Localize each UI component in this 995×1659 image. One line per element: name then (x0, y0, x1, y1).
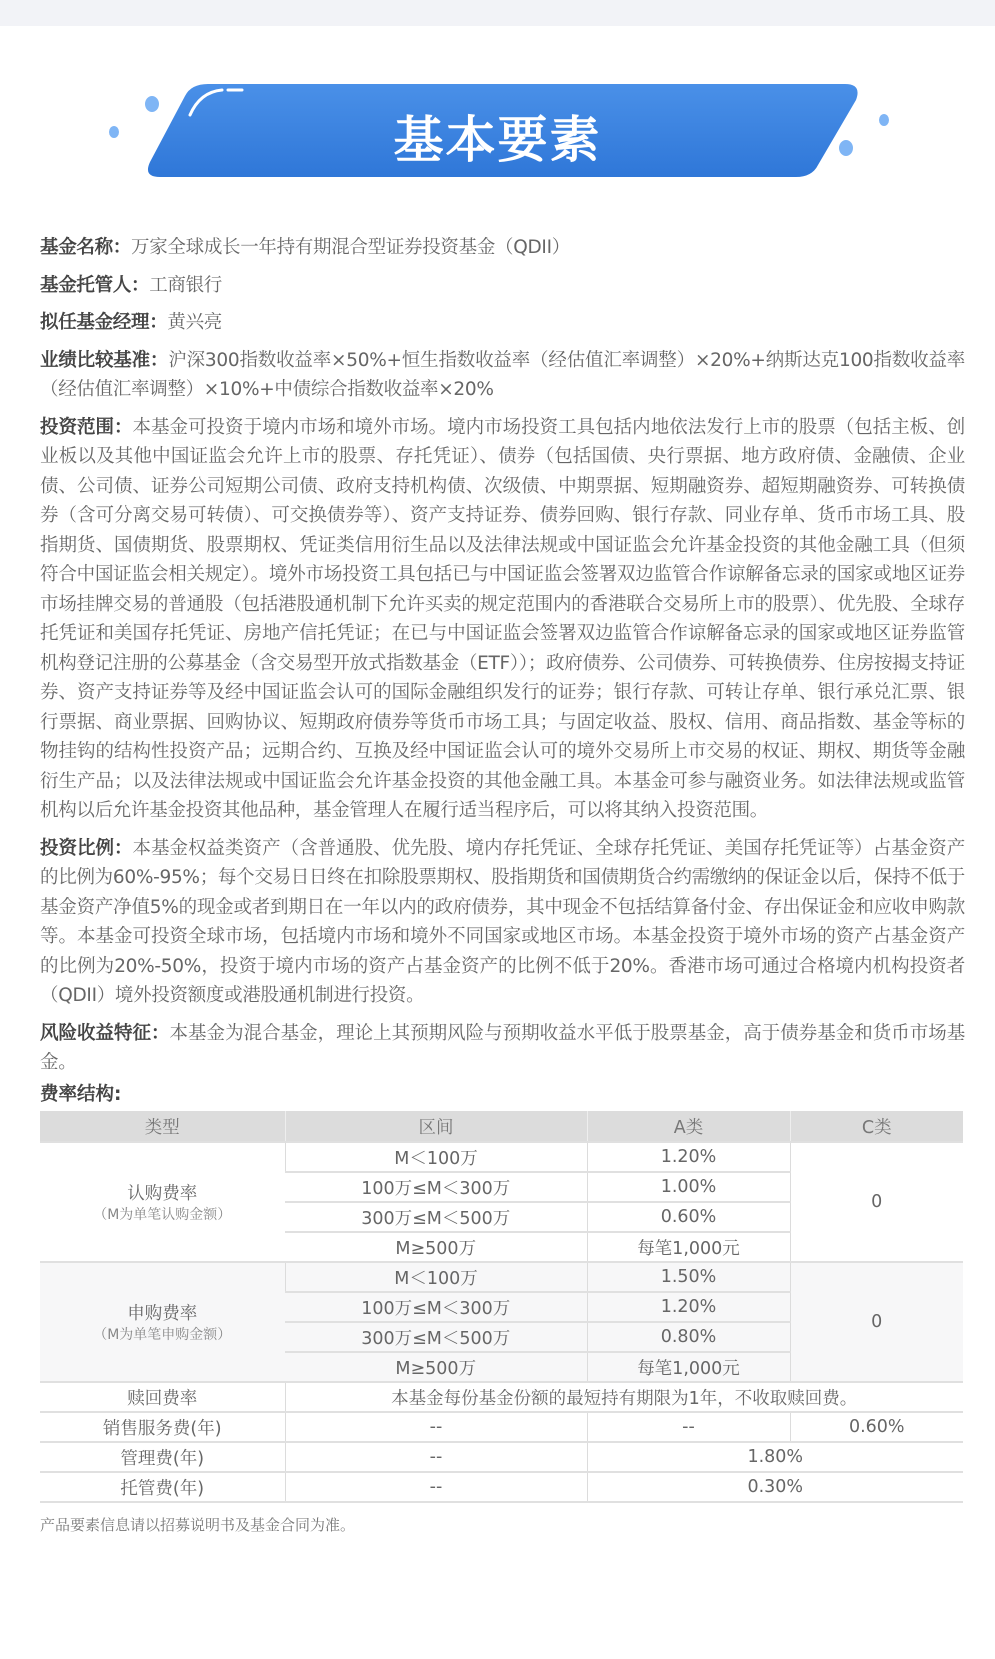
range-cell: M≥500万 (285, 1232, 587, 1262)
purchase-fee-label (40, 1262, 285, 1382)
fee-value: 0.30% (587, 1472, 963, 1502)
field-value: 黄兴亮 (167, 312, 223, 333)
range-cell: M＜100万 (285, 1142, 587, 1172)
range-cell: M≥500万 (285, 1352, 587, 1382)
investment-ratio-field (40, 834, 965, 1011)
field-value: 本基金为混合基金，理论上其预期风险与预期收益水平低于股票基金，高于债券基金和货币市场基金。 (40, 1022, 965, 1073)
range-cell: -- (285, 1472, 587, 1502)
type-name: 认购费率 (127, 1183, 198, 1204)
range-cell: 300万≤M＜500万 (285, 1202, 587, 1232)
fee-structure-title: 费率结构: (40, 1084, 122, 1105)
class-a-cell: -- (587, 1412, 790, 1442)
risk-return-field (40, 1019, 965, 1078)
section-title: 基本要素 (393, 111, 602, 169)
subscription-fee-label (40, 1142, 285, 1262)
redemption-value: 本基金每份基金份额的最短持有期限为1年，不收取赎回费。 (285, 1382, 963, 1412)
table-header (40, 1111, 963, 1142)
header-class-a: A类 (587, 1111, 790, 1142)
redemption-row (40, 1382, 963, 1412)
range-cell: -- (285, 1412, 587, 1442)
type-name: 申购费率 (127, 1303, 198, 1324)
table-row (40, 1142, 963, 1172)
fee-value: 1.80% (587, 1442, 963, 1472)
section-banner (0, 70, 995, 190)
class-c-cell: 0 (790, 1262, 963, 1382)
type-name: 赎回费率 (40, 1382, 285, 1412)
class-c-cell: 0.60% (790, 1412, 963, 1442)
custody-fee-row (40, 1472, 963, 1502)
field-label: 基金名称： (40, 237, 132, 258)
type-note: （M为单笔申购金额） (93, 1326, 232, 1343)
fee-table (40, 1111, 963, 1503)
type-name: 管理费(年) (40, 1442, 285, 1472)
class-a-cell: 1.20% (587, 1142, 790, 1172)
field-value: 万家全球成长一年持有期混合型证券投资基金（QDII） (131, 237, 570, 258)
table-row (40, 1262, 963, 1292)
class-a-cell: 1.50% (587, 1262, 790, 1292)
field-value: 本基金可投资于境内市场和境外市场。境内市场投资工具包括内地依法发行上市的股票（包括主板、创业板以及其他中国证监会允许上市的股票、存托凭证）、债券（包括国债、央行票据、地方政府债、金融债、企业债、公司债、证券公司短期公司债、政府支持机构债、次级债、中期票据、短期融资券、超短期融资券、可转换债券（含可分离交易可转债）、可交换债券等）、资产支持证券、债券回购、银行存款、同业存单、货币市场工具、股指期货、国债期货、股票期权、凭证类信用衍生品以及法律法规或中国证监会允许基金投资的其他金融工具（但须符合中国证监会相关规定）。境外市场投资工具包括已与中国证监会签署双边监管合作谅解备忘录的国家或地区证券市场挂牌交易的普通股（包括港股通机制下允许买卖的规定范围内的香港联合交易所上市的股票）、优先股、全球存托凭证和美国存托凭证、房地产信托凭证；在已与中国证监会签署双边监管合作谅解备忘录的国家或地区证券监管机构登记注册的公募基金（含交易型开放式指数基金（ETF））；政府债券、公司债券、可转换债券、住房按揭支持证券、资产支持证券等及经中国证监会认可的国际金融组织发行的证券；银行存款、可转让存单、银行承兑汇票、银行票据、商业票据、回购协议、短期政府债券等货币市场工具；与固定收益、股权、信用、商品指数、基金等标的物挂钩的结构性投资产品；远期合约、互换及经中国证监会认可的境外交易所上市交易的权证、期权、期货等金融衍生产品；以及法律法规或中国证监会允许基金投资的其他金融工具。本基金可参与融资业务。如法律法规或监管机构以后允许基金投资其他品种，基金管理人在履行适当程序后，可以将其纳入投资范围。 (40, 416, 965, 821)
sales-service-row (40, 1412, 963, 1442)
field-label: 投资范围： (40, 416, 133, 438)
class-c-cell: 0 (790, 1142, 963, 1262)
benchmark-field (40, 346, 965, 405)
class-a-cell: 每笔1,000元 (587, 1352, 790, 1382)
management-fee-row (40, 1442, 963, 1472)
custodian-field (40, 271, 965, 301)
range-cell: M＜100万 (285, 1262, 587, 1292)
class-a-cell: 每笔1,000元 (587, 1232, 790, 1262)
range-cell: 100万≤M＜300万 (285, 1292, 587, 1322)
field-value: 工商银行 (149, 274, 223, 296)
top-bar (0, 0, 995, 26)
type-name: 销售服务费(年) (40, 1412, 285, 1442)
range-cell: -- (285, 1442, 587, 1472)
class-a-cell: 1.00% (587, 1172, 790, 1202)
field-value: 本基金权益类资产（含普通股、优先股、境内存托凭证、全球存托凭证、美国存托凭证等）占基金资产的比例为60%-95%；每个交易日日终在扣除股票期权、股指期货和国债期货合约需缴纳的保证金以后，保持不低于基金资产净值5%的现金或者到期日在一年以内的政府债券，其中现金不包括结算备付金、存出保证金和应收申购款等。本基金可投资全球市场，包括境内市场和境外不同国家或地区市场。本基金投资于境外市场的资产占基金资产的比例为20%-50%，投资于境内市场的资产占基金资产的比例不低于20%。香港市场可通过合格境内机构投资者（QDII）境外投资额度或港股通机制进行投资。 (40, 837, 965, 1006)
range-cell: 300万≤M＜500万 (285, 1322, 587, 1352)
fund-info (40, 233, 965, 1086)
type-note: （M为单笔认购金额） (93, 1206, 232, 1223)
class-a-cell: 0.80% (587, 1322, 790, 1352)
field-label: 基金托管人： (40, 274, 150, 296)
field-value: 沪深300指数收益率×50%+恒生指数收益率（经估值汇率调整）×20%+纳斯达克100指数收益率（经估值汇率调整）×10%+中债综合指数收益率×20% (40, 349, 966, 400)
field-label: 风险收益特征： (40, 1022, 170, 1044)
field-label: 拟任基金经理： (40, 312, 168, 333)
header-range: 区间 (285, 1111, 587, 1142)
footnote: 产品要素信息请以招募说明书及基金合同为准。 (40, 1516, 356, 1534)
range-cell: 100万≤M＜300万 (285, 1172, 587, 1202)
field-label: 投资比例： (40, 837, 133, 859)
field-label: 业绩比较基准： (40, 349, 169, 371)
header-type: 类型 (40, 1111, 285, 1142)
investment-scope-field (40, 413, 965, 826)
fund-name-field (40, 233, 965, 263)
type-name: 托管费(年) (40, 1472, 285, 1502)
class-a-cell: 1.20% (587, 1292, 790, 1322)
class-a-cell: 0.60% (587, 1202, 790, 1232)
fund-manager-field (40, 308, 965, 338)
header-class-c: C类 (790, 1111, 963, 1142)
